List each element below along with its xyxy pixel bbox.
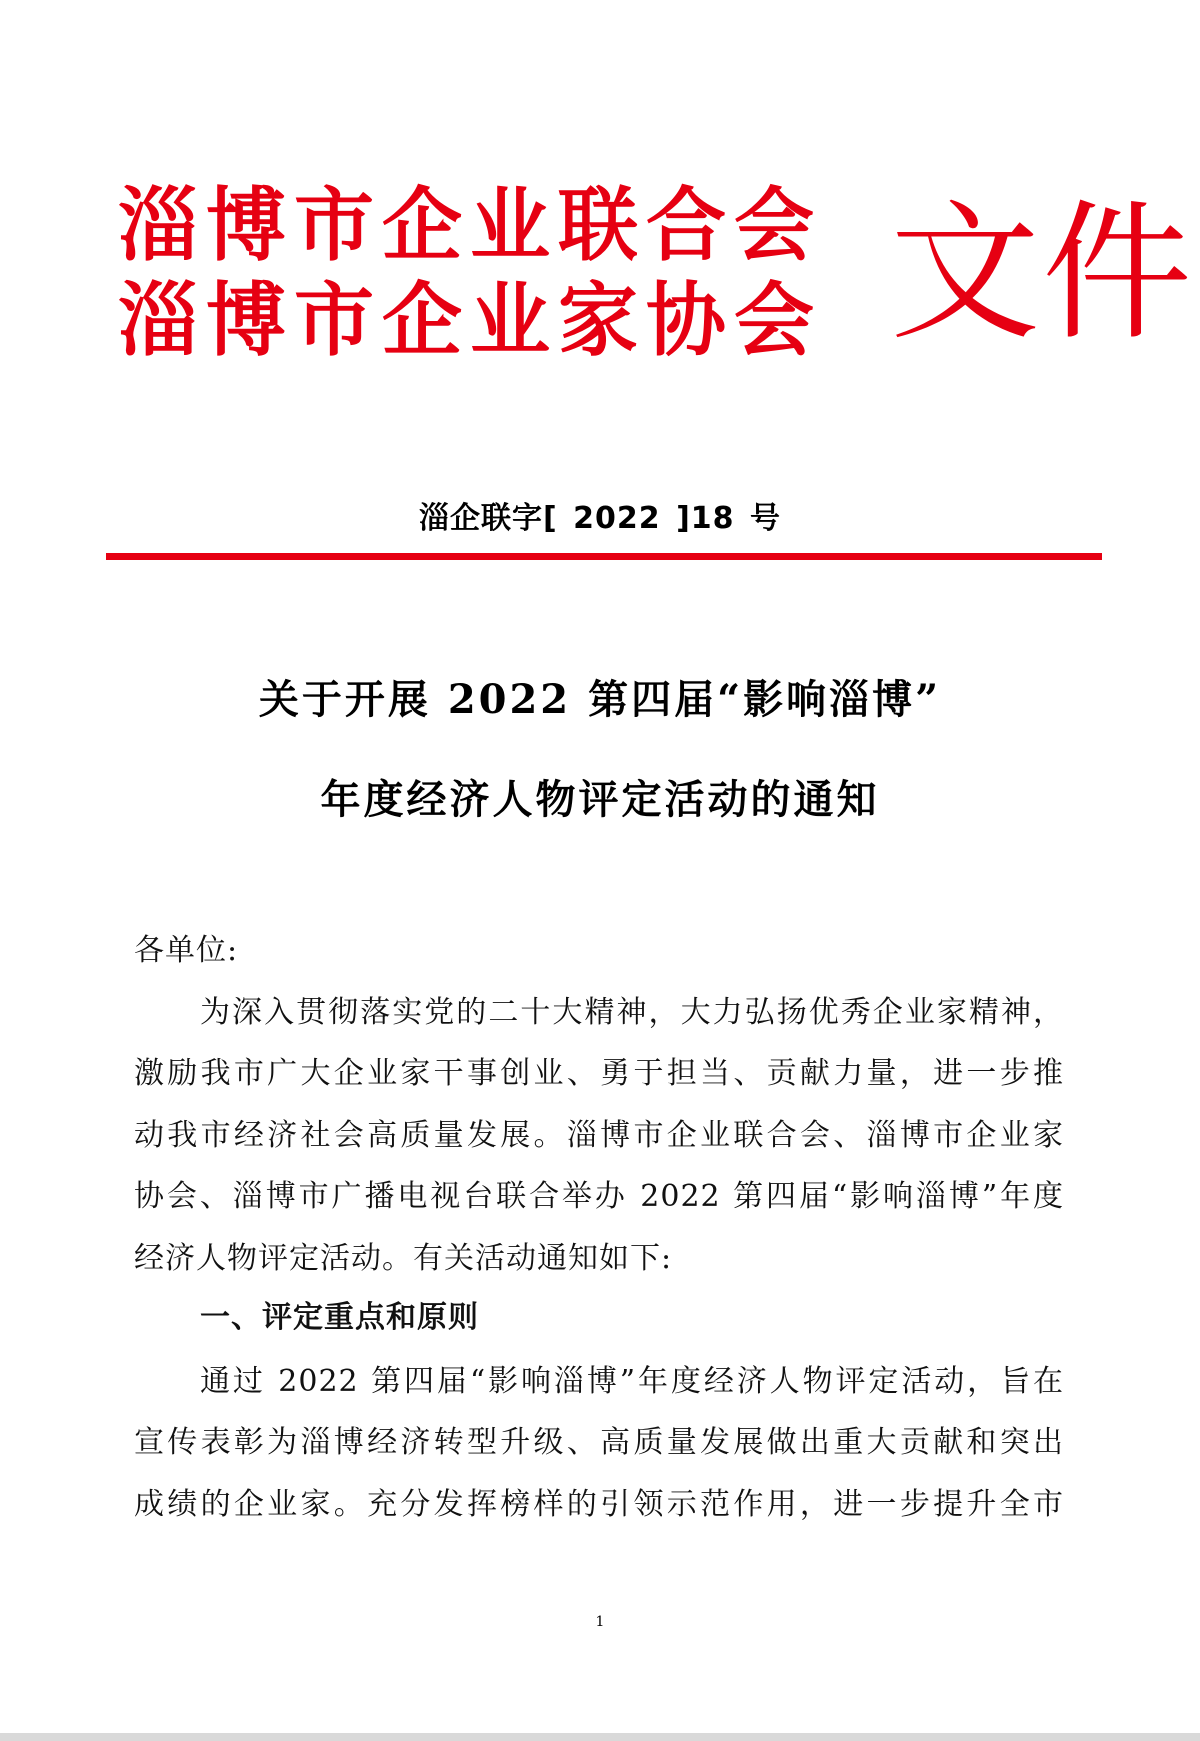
salutation: 各单位: — [134, 933, 239, 968]
paragraph-1-line: 动我市经济社会高质量发展。淄博市企业联合会、淄博市企业家 — [134, 1117, 1064, 1153]
page-bottom-edge — [0, 1733, 1200, 1741]
title-line-2: 年度经济人物评定活动的通知 — [320, 776, 880, 823]
document-label: 文件 — [890, 187, 1195, 361]
org-name-line-1: 淄博市企业联合会 — [118, 178, 822, 272]
paragraph-1-line: 协会、淄博市广播电视台联合举办 2022 第四届“影响淄博”年度 — [134, 1179, 1064, 1214]
document-header — [118, 178, 1195, 368]
title-line-1: 关于开展 2022 第四届“影响淄博” — [258, 676, 942, 723]
paragraph-2-line: 通过 2022 第四届“影响淄博”年度经济人物评定活动，旨在 — [200, 1363, 1064, 1399]
org-name-line-2: 淄博市企业家协会 — [118, 273, 822, 367]
section-heading: 一、评定重点和原则 — [200, 1300, 479, 1335]
document-number: 淄企联字[ 2022 ]18 号 — [419, 501, 781, 536]
paragraph-1-line: 为深入贯彻落实党的二十大精神，大力弘扬优秀企业家精神， — [200, 994, 1064, 1030]
paragraph-1-line: 激励我市广大企业家干事创业、勇于担当、贡献力量，进一步推 — [134, 1056, 1064, 1091]
issuing-organizations — [118, 178, 878, 368]
paragraph-2-line: 成绩的企业家。充分发挥榜样的引领示范作用，进一步提升全市 — [134, 1486, 1064, 1522]
paragraph-1-line: 经济人物评定活动。有关活动通知如下: — [134, 1240, 673, 1276]
header-divider — [106, 553, 1102, 560]
page-number: 1 — [595, 1614, 605, 1630]
paragraph-2-line: 宣传表彰为淄博经济转型升级、高质量发展做出重大贡献和突出 — [134, 1425, 1064, 1460]
document-body — [134, 920, 1064, 1535]
